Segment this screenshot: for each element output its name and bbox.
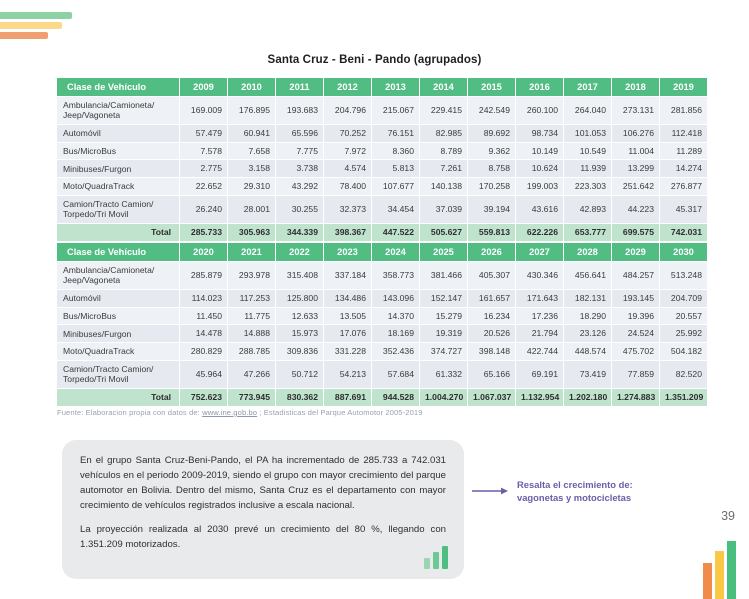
cell: 107.677 xyxy=(372,178,419,195)
cell: 125.800 xyxy=(276,290,323,307)
green-bar-icon xyxy=(0,12,72,19)
cell: 3.158 xyxy=(228,160,275,177)
cell: 398.148 xyxy=(468,343,515,360)
cell: 281.856 xyxy=(660,97,707,124)
table-header-row xyxy=(57,78,707,96)
row-label: Camion/Tracto Camion/ Torpedo/Tri Movil xyxy=(57,361,179,388)
cell: 16.234 xyxy=(468,308,515,325)
cell: 430.346 xyxy=(516,262,563,289)
cell: 11.939 xyxy=(564,160,611,177)
cell: 215.067 xyxy=(372,97,419,124)
cell: 251.642 xyxy=(612,178,659,195)
cell: 45.317 xyxy=(660,196,707,223)
table-historico xyxy=(56,77,708,242)
total-cell: 1.004.270 xyxy=(420,389,467,406)
total-cell: 1.067.037 xyxy=(468,389,515,406)
cell: 358.773 xyxy=(372,262,419,289)
cell: 69.191 xyxy=(516,361,563,388)
table-row xyxy=(57,343,707,360)
cell: 11.289 xyxy=(660,143,707,160)
cell: 17.236 xyxy=(516,308,563,325)
cell: 26.240 xyxy=(180,196,227,223)
cell: 9.362 xyxy=(468,143,515,160)
column-header-year: 2025 xyxy=(420,243,467,261)
cell: 309.836 xyxy=(276,343,323,360)
cell: 7.578 xyxy=(180,143,227,160)
column-header-class: Clase de Vehículo xyxy=(57,243,179,261)
total-cell: 887.691 xyxy=(324,389,371,406)
cell: 204.709 xyxy=(660,290,707,307)
cell: 8.789 xyxy=(420,143,467,160)
row-label: Bus/MicroBus xyxy=(57,308,179,325)
total-label: Total xyxy=(57,389,179,406)
cell: 24.524 xyxy=(612,325,659,342)
table-body xyxy=(57,97,707,241)
cell: 134.486 xyxy=(324,290,371,307)
table-total-row xyxy=(57,224,707,241)
cell: 229.415 xyxy=(420,97,467,124)
cell: 484.257 xyxy=(612,262,659,289)
cell: 19.319 xyxy=(420,325,467,342)
cell: 44.223 xyxy=(612,196,659,223)
cell: 82.985 xyxy=(420,125,467,142)
cell: 42.893 xyxy=(564,196,611,223)
cell: 15.973 xyxy=(276,325,323,342)
table-row xyxy=(57,125,707,142)
table-row xyxy=(57,196,707,223)
cell: 170.258 xyxy=(468,178,515,195)
cell: 89.692 xyxy=(468,125,515,142)
total-cell: 1.132.954 xyxy=(516,389,563,406)
cell: 8.758 xyxy=(468,160,515,177)
cell: 513.248 xyxy=(660,262,707,289)
cell: 82.520 xyxy=(660,361,707,388)
cell: 37.039 xyxy=(420,196,467,223)
cell: 315.408 xyxy=(276,262,323,289)
callout-paragraph-2: La proyección realizada al 2030 prevé un crecimiento del 80 %, llegando con 1.351.209 motorizados. xyxy=(80,524,446,551)
page-title: Santa Cruz - Beni - Pando (agrupados) xyxy=(267,54,482,66)
table-row xyxy=(57,308,707,325)
cell: 242.549 xyxy=(468,97,515,124)
cell: 280.829 xyxy=(180,343,227,360)
row-label: Minibuses/Furgon xyxy=(57,160,179,177)
cell: 7.972 xyxy=(324,143,371,160)
table-header-row xyxy=(57,243,707,261)
cell: 422.744 xyxy=(516,343,563,360)
cell: 70.252 xyxy=(324,125,371,142)
cell: 143.096 xyxy=(372,290,419,307)
yellow-bar-icon xyxy=(0,22,62,29)
total-cell: 1.351.209 xyxy=(660,389,707,406)
row-label: Moto/QuadraTrack xyxy=(57,178,179,195)
cell: 352.436 xyxy=(372,343,419,360)
cell: 14.888 xyxy=(228,325,275,342)
cell: 456.641 xyxy=(564,262,611,289)
cell: 14.370 xyxy=(372,308,419,325)
source-prefix: Fuente: Elaboracion propia con datos de: xyxy=(57,408,203,417)
cell: 193.145 xyxy=(612,290,659,307)
table-proyeccion xyxy=(56,242,708,407)
cell: 11.775 xyxy=(228,308,275,325)
column-header-year: 2017 xyxy=(564,78,611,96)
cell: 331.228 xyxy=(324,343,371,360)
annotation-line-2: vagonetas y motocicletas xyxy=(517,492,632,504)
cell: 12.633 xyxy=(276,308,323,325)
cell: 98.734 xyxy=(516,125,563,142)
cell: 10.549 xyxy=(564,143,611,160)
column-header-year: 2027 xyxy=(516,243,563,261)
cell: 77.859 xyxy=(612,361,659,388)
table-total-row xyxy=(57,389,707,406)
cell: 65.166 xyxy=(468,361,515,388)
cell: 288.785 xyxy=(228,343,275,360)
orange-bar-icon xyxy=(703,563,712,599)
cell: 3.738 xyxy=(276,160,323,177)
column-header-year: 2030 xyxy=(660,243,707,261)
total-cell: 653.777 xyxy=(564,224,611,241)
column-header-year: 2018 xyxy=(612,78,659,96)
column-header-year: 2009 xyxy=(180,78,227,96)
table-historico-container xyxy=(56,77,702,242)
cell: 4.574 xyxy=(324,160,371,177)
cell: 161.657 xyxy=(468,290,515,307)
cell: 114.023 xyxy=(180,290,227,307)
total-label: Total xyxy=(57,224,179,241)
cell: 25.992 xyxy=(660,325,707,342)
total-cell: 752.623 xyxy=(180,389,227,406)
cell: 405.307 xyxy=(468,262,515,289)
cell: 152.147 xyxy=(420,290,467,307)
cell: 14.274 xyxy=(660,160,707,177)
cell: 504.182 xyxy=(660,343,707,360)
cell: 273.131 xyxy=(612,97,659,124)
cell: 7.775 xyxy=(276,143,323,160)
cell: 20.526 xyxy=(468,325,515,342)
total-cell: 944.528 xyxy=(372,389,419,406)
table-row xyxy=(57,178,707,195)
yellow-bar-icon xyxy=(715,551,724,599)
table-row xyxy=(57,361,707,388)
cell: 34.454 xyxy=(372,196,419,223)
cell: 61.332 xyxy=(420,361,467,388)
total-cell: 398.367 xyxy=(324,224,371,241)
table-row xyxy=(57,160,707,177)
cell: 182.131 xyxy=(564,290,611,307)
cell: 54.213 xyxy=(324,361,371,388)
cell: 140.138 xyxy=(420,178,467,195)
column-header-year: 2023 xyxy=(324,243,371,261)
column-header-year: 2020 xyxy=(180,243,227,261)
cell: 117.253 xyxy=(228,290,275,307)
row-label: Moto/QuadraTrack xyxy=(57,343,179,360)
cell: 57.479 xyxy=(180,125,227,142)
cell: 21.794 xyxy=(516,325,563,342)
table-body xyxy=(57,262,707,406)
arrow-right-icon xyxy=(472,486,508,496)
cell: 19.396 xyxy=(612,308,659,325)
cell: 176.895 xyxy=(228,97,275,124)
cell: 260.100 xyxy=(516,97,563,124)
orange-bar-icon xyxy=(0,32,48,39)
cell: 169.009 xyxy=(180,97,227,124)
annotation-line-1: Resalta el crecimiento de: xyxy=(517,479,633,490)
cell: 106.276 xyxy=(612,125,659,142)
cell: 448.574 xyxy=(564,343,611,360)
annotation-text xyxy=(517,478,633,505)
table-row xyxy=(57,290,707,307)
table-proyeccion-container xyxy=(56,242,704,407)
total-cell: 773.945 xyxy=(228,389,275,406)
cell: 13.505 xyxy=(324,308,371,325)
source-suffix: ; Estadisticas del Parque Automotor 2005-2019 xyxy=(257,408,423,417)
total-cell: 447.522 xyxy=(372,224,419,241)
row-label: Automóvil xyxy=(57,125,179,142)
row-label: Ambulancia/Camioneta/ Jeep/Vagoneta xyxy=(57,262,179,289)
cell: 18.169 xyxy=(372,325,419,342)
total-cell: 830.362 xyxy=(276,389,323,406)
cell: 7.658 xyxy=(228,143,275,160)
column-header-year: 2022 xyxy=(276,243,323,261)
cell: 22.652 xyxy=(180,178,227,195)
cell: 8.360 xyxy=(372,143,419,160)
cell: 32.373 xyxy=(324,196,371,223)
column-header-year: 2024 xyxy=(372,243,419,261)
cell: 78.400 xyxy=(324,178,371,195)
column-header-year: 2028 xyxy=(564,243,611,261)
total-cell: 622.226 xyxy=(516,224,563,241)
cell: 11.450 xyxy=(180,308,227,325)
cell: 39.194 xyxy=(468,196,515,223)
cell: 18.290 xyxy=(564,308,611,325)
cell: 10.149 xyxy=(516,143,563,160)
callout-paragraph-1: En el grupo Santa Cruz-Beni-Pando, el PA ha incrementado de 285.733 a 742.031 vehículos en el periodo 2009-2019, siendo el grupo con mayor crecimiento del parque automotor en Bolivia. Dentro del mismo, Santa Cruz es el departamento con mayor crecimiento de vehículos registrados inclusive a escala nacional. xyxy=(80,455,446,511)
row-label: Bus/MicroBus xyxy=(57,143,179,160)
cell: 223.303 xyxy=(564,178,611,195)
cell: 57.684 xyxy=(372,361,419,388)
total-cell: 1.274.883 xyxy=(612,389,659,406)
cell: 45.964 xyxy=(180,361,227,388)
column-header-year: 2015 xyxy=(468,78,515,96)
cell: 171.643 xyxy=(516,290,563,307)
page-number: 39 xyxy=(721,509,735,523)
table-row xyxy=(57,325,707,342)
cell: 264.040 xyxy=(564,97,611,124)
cell: 50.712 xyxy=(276,361,323,388)
total-cell: 1.202.180 xyxy=(564,389,611,406)
cell: 17.076 xyxy=(324,325,371,342)
source-note xyxy=(57,408,423,417)
cell: 76.151 xyxy=(372,125,419,142)
cell: 381.466 xyxy=(420,262,467,289)
cell: 293.978 xyxy=(228,262,275,289)
total-cell: 505.627 xyxy=(420,224,467,241)
row-label: Automóvil xyxy=(57,290,179,307)
total-cell: 699.575 xyxy=(612,224,659,241)
cell: 30.255 xyxy=(276,196,323,223)
cell: 13.299 xyxy=(612,160,659,177)
column-header-year: 2010 xyxy=(228,78,275,96)
column-header-year: 2011 xyxy=(276,78,323,96)
row-label: Ambulancia/Camioneta/ Jeep/Vagoneta xyxy=(57,97,179,124)
cell: 15.279 xyxy=(420,308,467,325)
table-row xyxy=(57,97,707,124)
column-header-year: 2026 xyxy=(468,243,515,261)
row-label: Minibuses/Furgon xyxy=(57,325,179,342)
column-header-class: Clase de Vehículo xyxy=(57,78,179,96)
cell: 43.292 xyxy=(276,178,323,195)
green-bar-icon xyxy=(727,541,736,599)
column-header-year: 2019 xyxy=(660,78,707,96)
table-row xyxy=(57,143,707,160)
column-header-year: 2016 xyxy=(516,78,563,96)
cell: 14.478 xyxy=(180,325,227,342)
column-header-year: 2014 xyxy=(420,78,467,96)
cell: 11.004 xyxy=(612,143,659,160)
cell: 60.941 xyxy=(228,125,275,142)
cell: 112.418 xyxy=(660,125,707,142)
column-header-year: 2012 xyxy=(324,78,371,96)
column-header-year: 2021 xyxy=(228,243,275,261)
cell: 285.879 xyxy=(180,262,227,289)
row-label: Camion/Tracto Camion/ Torpedo/Tri Movil xyxy=(57,196,179,223)
column-header-year: 2029 xyxy=(612,243,659,261)
source-link[interactable]: www.ine.gob.bo xyxy=(202,408,258,417)
cell: 47.266 xyxy=(228,361,275,388)
cell: 73.419 xyxy=(564,361,611,388)
cell: 101.053 xyxy=(564,125,611,142)
callout-box xyxy=(62,440,464,579)
cell: 43.616 xyxy=(516,196,563,223)
cell: 276.877 xyxy=(660,178,707,195)
cell: 193.683 xyxy=(276,97,323,124)
cell: 20.557 xyxy=(660,308,707,325)
decorative-bars-top-left xyxy=(0,12,140,42)
bar-chart-icon xyxy=(424,545,450,569)
annotation xyxy=(472,478,633,505)
cell: 374.727 xyxy=(420,343,467,360)
table-row xyxy=(57,262,707,289)
cell: 337.184 xyxy=(324,262,371,289)
cell: 5.813 xyxy=(372,160,419,177)
cell: 10.624 xyxy=(516,160,563,177)
total-cell: 285.733 xyxy=(180,224,227,241)
cell: 28.001 xyxy=(228,196,275,223)
cell: 475.702 xyxy=(612,343,659,360)
total-cell: 305.963 xyxy=(228,224,275,241)
cell: 204.796 xyxy=(324,97,371,124)
cell: 199.003 xyxy=(516,178,563,195)
cell: 65.596 xyxy=(276,125,323,142)
cell: 23.126 xyxy=(564,325,611,342)
cell: 7.261 xyxy=(420,160,467,177)
cell: 2.775 xyxy=(180,160,227,177)
column-header-year: 2013 xyxy=(372,78,419,96)
total-cell: 559.813 xyxy=(468,224,515,241)
total-cell: 742.031 xyxy=(660,224,707,241)
cell: 29.310 xyxy=(228,178,275,195)
total-cell: 344.339 xyxy=(276,224,323,241)
decorative-bars-bottom-right xyxy=(701,537,741,599)
